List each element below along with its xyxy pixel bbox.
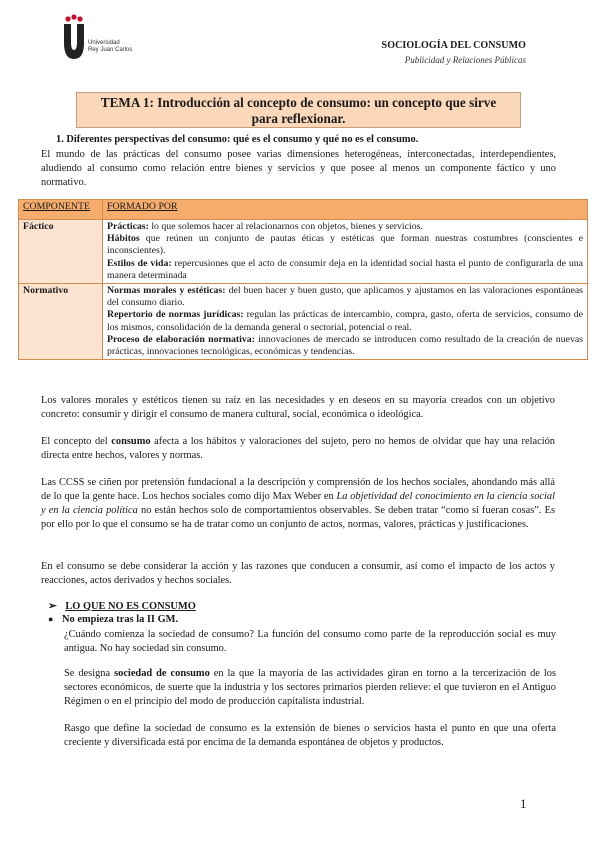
paragraph-valores: Los valores morales y estéticos tienen su raíz en las necesidades y en deseos en su mayoría creados con un objetivo concreto: consumir y dirigir el consumo de manera cultural, social, económica o ideológica. bbox=[41, 395, 555, 420]
logo-wordmark bbox=[88, 40, 132, 54]
bullet-item bbox=[48, 614, 178, 625]
item-term: Prácticas: bbox=[107, 221, 149, 232]
table-item bbox=[107, 221, 583, 233]
table-header-row bbox=[19, 200, 588, 220]
header-componente: COMPONENTE bbox=[19, 200, 103, 220]
course-title: SOCIOLOGÍA DEL CONSUMO bbox=[381, 40, 526, 51]
component-cell: Fáctico bbox=[19, 220, 103, 284]
paragraph-sociedad: Se designa sociedad de consumo en la que la mayoría de las actividades giran en torno a la tercerización de los sectores económicos, de suerte que la industria y los sectores primarios pierden relieve: el que tuvieron en el Antiguo Régimen o en el principio del modo de producción capitalista industrial. bbox=[64, 668, 557, 707]
paragraph-cuando: ¿Cuándo comienza la sociedad de consumo? La función del consumo como parte de la reproducción social es muy antigua. No hay sociedad sin consumo. bbox=[64, 629, 556, 654]
item-text: del buen hacer y buen gusto, que aplicamos y ajustamos en las valoraciones espontáneas del consumo diario. bbox=[107, 285, 583, 309]
table-item bbox=[107, 309, 583, 333]
table-row-factico bbox=[19, 220, 588, 284]
bullet-text: No empieza tras la II GM. bbox=[62, 614, 179, 625]
item-text: que reúnen un conjunto de pautas éticas y estéticas que forman nuestras costumbres (conscientes e inconscientes). bbox=[107, 233, 583, 257]
item-term: Proceso de elaboración normativa: bbox=[107, 333, 255, 345]
page-number: 1 bbox=[520, 796, 527, 811]
course-subtitle: Publicidad y Relaciones Públicas bbox=[404, 55, 526, 65]
logo-u-shape bbox=[64, 24, 84, 59]
logo-text-line1: Universidad bbox=[88, 40, 120, 46]
paragraph-concepto: El concepto del consumo afecta a los hábitos y valoraciones del sujeto, pero no hemos de olvidar que hay una relación directa entre hechos, valores y normas. bbox=[41, 436, 555, 461]
section-lo-que-no bbox=[48, 600, 196, 612]
header-right bbox=[382, 40, 526, 65]
component-cell: Normativo bbox=[19, 284, 103, 360]
logo-dot-1 bbox=[65, 16, 70, 21]
bullet-icon: ● bbox=[48, 614, 54, 624]
logo-dot-2 bbox=[71, 14, 76, 19]
arrow-icon: ➢ bbox=[48, 601, 57, 612]
header-formado-por: FORMADO POR bbox=[103, 200, 588, 220]
logo-dot-3 bbox=[77, 16, 82, 21]
logo-text-line2: Rey Juan Carlos bbox=[88, 47, 133, 53]
paragraph-ccss: Las CCSS se ciñen por pretensión fundacional a la descripción y comprensión de los hechos sociales, ahondando más allá de lo que la gente hace. Los hechos sociales como dijo Max Weber en La objetividad del conocimiento en la ciencia social y en la ciencia política no están hechos solo de comportamientos observables. Se deben tratar “como si fueran cosas”. Es por ello por lo que el consumo se ha de tratar como un conjunto de actos, normas, valores, prácticas y justificaciones. bbox=[41, 477, 555, 530]
topic-title-line1: TEMA 1: Introducción al concepto de consumo: un concepto que sirve bbox=[100, 95, 497, 110]
table-item bbox=[107, 233, 583, 257]
item-text: lo que solemos hacer al relacionarnos con objetos, bienes y servicios. bbox=[148, 221, 423, 232]
intro-paragraph: El mundo de las prácticas del consumo posee varias dimensiones heterogéneas, interconectadas, interdependientes, aludiendo al consumo como relación entre bienes y servicios y que posee al menos un componente fáctico y uno normativo. bbox=[41, 149, 556, 188]
table-item bbox=[107, 258, 583, 282]
table-row-normativo bbox=[19, 284, 588, 360]
item-term: Hábitos bbox=[107, 233, 140, 245]
formado-cell bbox=[103, 284, 588, 360]
item-text: innovaciones de mercado se introducen como resultado de la creación de nuevas prácticas, innovaciones tecnológicas, económicas y tendencias. bbox=[107, 333, 583, 358]
table-item bbox=[107, 285, 583, 309]
paragraph-rasgo: Rasgo que define la sociedad de consumo es la extensión de bienes o servicios hasta el punto en que una oferta creciente y diversificada está por encima de la demanda espontánea de objetos y productos. bbox=[64, 723, 556, 748]
section-lo-que-no-title: LO QUE NO ES CONSUMO bbox=[65, 601, 196, 612]
components-table bbox=[18, 199, 588, 360]
item-text: regulan las prácticas de intercambio, compra, gasto, oferta de servicios, consumo de los mismos, consolidación de la demanda general o sectorial, potencial o real. bbox=[107, 309, 583, 333]
paragraph-accion: En el consumo se debe considerar la acción y las razones que conducen a consumir, así como el impacto de los actos y reacciones, actos derivados y hechos sociales. bbox=[41, 561, 555, 586]
item-term: Normas morales y estéticas: bbox=[107, 285, 226, 297]
section-heading-1: 1. Diferentes perspectivas del consumo: qué es el consumo y qué no es el consumo. bbox=[56, 134, 419, 145]
formado-cell bbox=[103, 220, 588, 284]
item-term: Estilos de vida: bbox=[107, 257, 172, 269]
topic-title-line2: para reflexionar. bbox=[251, 111, 346, 126]
item-text: repercusiones que el acto de consumir deja en la identidad social hasta el punto de configurarla de una manera determinada bbox=[107, 257, 583, 281]
item-term: Repertorio de normas jurídicas: bbox=[107, 309, 244, 321]
table-item bbox=[107, 334, 583, 358]
topic-title-box bbox=[76, 92, 521, 128]
university-logo bbox=[60, 14, 150, 64]
